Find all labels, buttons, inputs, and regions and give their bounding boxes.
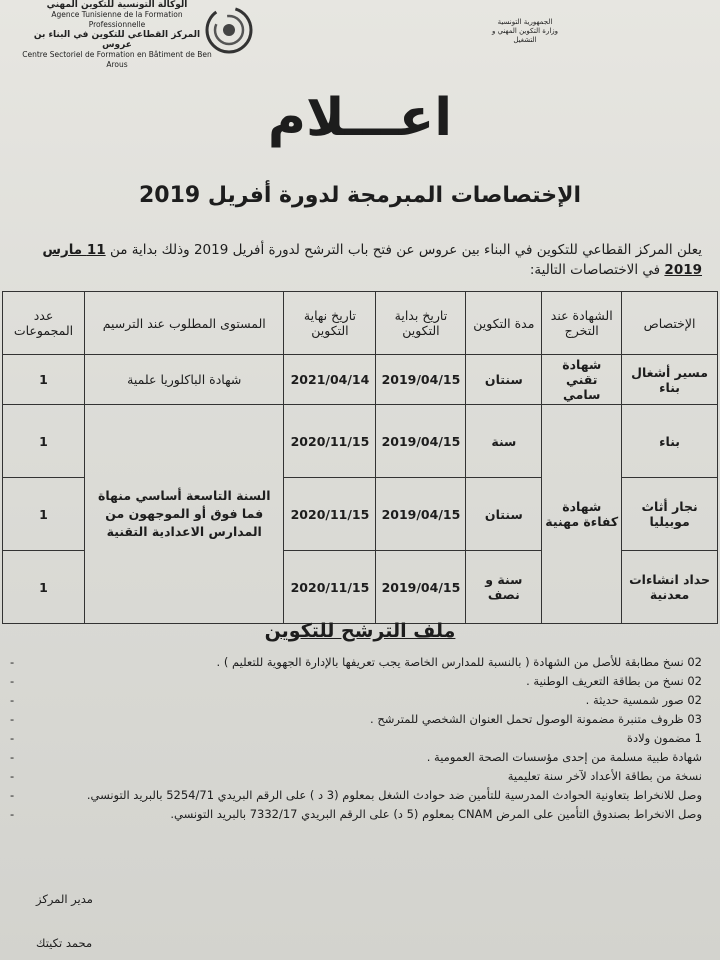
republic-name: الجمهورية التونسية — [497, 18, 553, 26]
cell-end-date: 2021/04/14 — [284, 355, 376, 405]
cell-certificate: شهادة كفاءة مهنية — [542, 405, 622, 624]
list-item: - 02 نسخ من بطاقة التعريف الوطنية . — [10, 674, 702, 688]
cell-start-date: 2019/04/15 — [376, 405, 466, 478]
cell-end-date: 2020/11/15 — [284, 405, 376, 478]
header-groups: عدد المجموعات — [3, 292, 85, 355]
header-level: المستوى المطلوب عند الترسيم — [85, 292, 284, 355]
list-item: - وصل الانخراط بصندوق التأمين على المرض CNAM بمعلوم (5 د) على الرقم البريدي 7332/17 بالبريد التونسي. — [10, 807, 702, 821]
agency-name-ar: الوكالة التونسية للتكوين المهني — [46, 0, 188, 10]
document-text: وصل للانخراط بتعاونية الحوادث المدرسية للتأمين ضد حوادث الشغل بمعلوم (3 د ) على الرقم البريدي 5254/71 بالبريد التونسي. — [86, 788, 702, 802]
cell-duration: سنتان — [466, 355, 542, 405]
table-header-row — [3, 292, 718, 355]
specialties-table — [2, 291, 718, 624]
cell-specialty: حداد انشاءات معدنية — [622, 551, 718, 624]
cell-groups: 1 — [3, 405, 85, 478]
cell-specialty: مسير أشغال بناء — [622, 355, 718, 405]
ministry-name: وزارة التكوين المهني و التشغيل — [491, 27, 559, 44]
cell-start-date: 2019/04/15 — [376, 355, 466, 405]
cell-groups: 1 — [3, 551, 85, 624]
table-row — [3, 355, 718, 405]
document-text: 02 نسخ مطابقة للأصل من الشهادة ( بالنسبة للمدارس الخاصة يجب تعريفها بالإدارة الجهوية للتعليم ) . — [216, 655, 702, 669]
intro-text-1: يعلن المركز القطاعي للتكوين في البناء بين عروس عن فتح باب الترشح لدورة أفريل 2019 وذلك بداية من — [109, 242, 702, 258]
page-subtitle: الإختصاصات المبرمجة لدورة أفريل 2019 — [138, 183, 582, 208]
header-ministry — [480, 18, 570, 45]
cell-duration: سنتان — [466, 478, 542, 551]
header-certificate: الشهادة عند التخرج — [542, 292, 622, 355]
document-text: 1 مضمون ولادة — [626, 731, 702, 745]
list-item: - 1 مضمون ولادة — [10, 731, 702, 745]
cell-groups: 1 — [3, 355, 85, 405]
cell-duration: سنة — [466, 405, 542, 478]
header-specialty: الإختصاص — [622, 292, 718, 355]
cell-specialty: نجار أثاث موبيليا — [622, 478, 718, 551]
documents-list — [10, 655, 702, 826]
cell-start-date: 2019/04/15 — [376, 551, 466, 624]
document-text: 02 نسخ من بطاقة التعريف الوطنية . — [526, 674, 702, 688]
document-text: شهادة طبية مسلمة من إحدى مؤسسات الصحة العمومية . — [426, 750, 702, 764]
cell-certificate: شهادة تقني سامي — [542, 355, 622, 405]
header-duration: مدة التكوين — [466, 292, 542, 355]
cell-level: شهادة الباكلوريا علمية — [85, 355, 284, 405]
dossier-title: ملف الترشح للتكوين — [264, 620, 456, 642]
document-text: وصل الانخراط بصندوق التأمين على المرض CNAM بمعلوم (5 د) على الرقم البريدي 7332/17 بالبريد التونسي. — [170, 807, 702, 821]
cell-end-date: 2020/11/15 — [284, 551, 376, 624]
intro-paragraph — [12, 240, 702, 280]
header-start-date: تاريخ بداية التكوين — [376, 292, 466, 355]
center-name-ar: المركز القطاعي للتكوين في البناء بن عروس — [33, 30, 201, 50]
document-text: 02 صور شمسية حديثة . — [585, 693, 702, 707]
header-end-date: تاريخ نهاية التكوين — [284, 292, 376, 355]
atfp-logo-icon — [203, 4, 255, 56]
cell-end-date: 2020/11/15 — [284, 478, 376, 551]
header-institution — [22, 0, 212, 70]
intro-date: 11 مارس 2019 — [42, 242, 702, 278]
document-text: نسخة من بطاقة الأعداد لآخر سنة تعليمية — [507, 769, 702, 783]
signature-name: محمد تكيتك — [36, 936, 93, 950]
cell-duration: سنة و نصف — [466, 551, 542, 624]
intro-text-2: في الاختصاصات التالية: — [529, 262, 661, 278]
cell-start-date: 2019/04/15 — [376, 478, 466, 551]
agency-name-fr: Agence Tunisienne de la Formation Professionnelle — [51, 10, 183, 29]
list-item: - نسخة من بطاقة الأعداد لآخر سنة تعليمية — [10, 769, 702, 783]
center-name-fr: Centre Sectoriel de Formation en Bâtiment de Ben Arous — [22, 50, 212, 69]
list-item: - 03 ظروف متنبرة مضمونة الوصول تحمل العنوان الشخصي للمترشح . — [10, 712, 702, 726]
list-item: - 02 نسخ مطابقة للأصل من الشهادة ( بالنسبة للمدارس الخاصة يجب تعريفها بالإدارة الجهوية للتعليم ) . — [10, 655, 702, 669]
cell-specialty: بناء — [622, 405, 718, 478]
table-row — [3, 405, 718, 478]
list-item: - 02 صور شمسية حديثة . — [10, 693, 702, 707]
list-item: - شهادة طبية مسلمة من إحدى مؤسسات الصحة العمومية . — [10, 750, 702, 764]
signature-role: مدير المركز — [36, 892, 93, 906]
list-item: - وصل للانخراط بتعاونية الحوادث المدرسية للتأمين ضد حوادث الشغل بمعلوم (3 د ) على الرقم البريدي 5254/71 بالبريد التونسي. — [10, 788, 702, 802]
cell-groups: 1 — [3, 478, 85, 551]
cell-level: السنة التاسعة أساسي منهاة فما فوق أو الموجهون من المدارس الاعدادية التقنية — [85, 405, 284, 624]
document-text: 03 ظروف متنبرة مضمونة الوصول تحمل العنوان الشخصي للمترشح . — [370, 712, 702, 726]
page-title: اعـــلام — [267, 88, 453, 148]
